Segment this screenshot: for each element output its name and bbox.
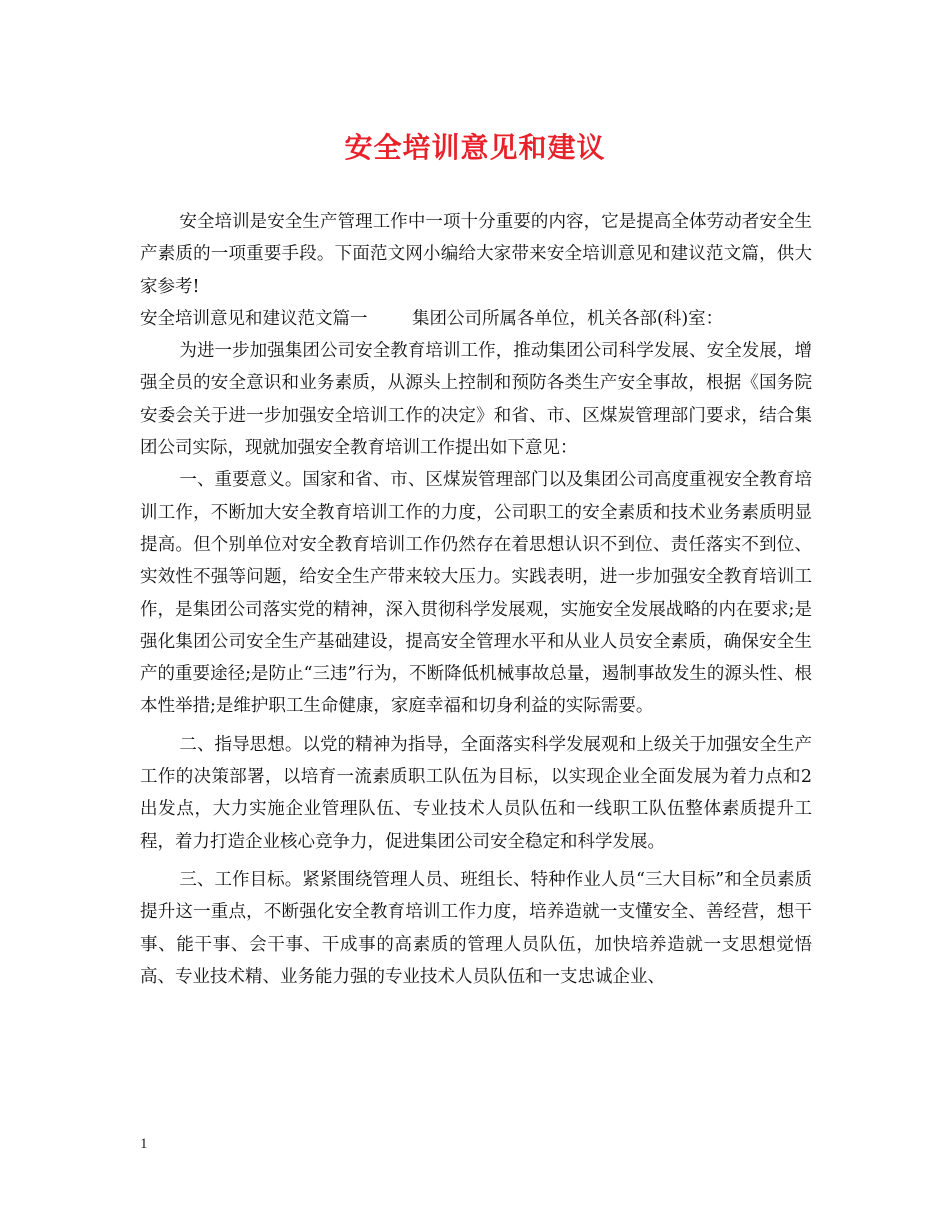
intro-paragraph: 安全培训是安全生产管理工作中一项十分重要的内容，它是提高全体劳动者安全生产素质的一项重要手段。下面范文网小编给大家带来安全培训意见和建议范文篇，供大家参考!: [140, 212, 812, 297]
document-title: 安全培训意见和建议: [344, 131, 606, 164]
paragraph-guiding-ideology: 二、指导思想。以党的精神为指导，全面落实科学发展观和上级关于加强安全生产工作的决策部署，以培育一流素质职工队伍为目标，以实现企业全面发展为着力点和2 出发点，大力实施企业管理队伍、专业技术人员队伍和一线职工队伍整体素质提升工程，着力打造企业核心竞争力，促进集团公司安全稳定和科学发展。: [140, 734, 812, 852]
section-heading-line: [140, 303, 812, 335]
document-body: [140, 206, 812, 993]
page-number: 1: [140, 1136, 148, 1152]
paragraph-work-goals: 三、工作目标。紧紧围绕管理人员、班组长、特种作业人员“三大目标”和全员素质提升这一重点，不断强化安全教育培训工作力度，培养造就一支懂安全、善经营，想干事、能干事、会干事、干成事的高素质的管理人员队伍，加快培养造就一支思想觉悟高、专业技术精、业务能力强的专业技术人员队伍和一支忠诚企业、: [140, 869, 812, 987]
paragraph-importance: 一、重要意义。国家和省、市、区煤炭管理部门以及集团公司高度重视安全教育培训工作，不断加大安全教育培训工作的力度，公司职工的安全素质和技术业务素质明显提高。但个别单位对安全教育培训工作仍然存在着思想认识不到位、责任落实不到位、实效性不强等问题，给安全生产带来较大压力。实践表明，进一步加强安全教育培训工作，是集团公司落实党的精神，深入贯彻科学发展观，实施安全发展战略的内在要求;是强化集团公司安全生产基础建设，提高安全管理水平和从业人员安全素质，确保安全生产的重要途径;是防止“三违”行为，不断降低机械事故总量，遏制事故发生的源头性、根本性举措;是维护职工生命健康，家庭幸福和切身利益的实际需要。: [140, 470, 812, 717]
addressee-line: 集团公司所属各单位，机关各部(科)室：: [412, 308, 724, 329]
section-heading: 安全培训意见和建议范文篇一: [140, 308, 368, 329]
paragraph-purpose: 为进一步加强集团公司安全教育培训工作，推动集团公司科学发展、安全发展，增强全员的安全意识和业务素质，从源头上控制和预防各类生产安全事故，根据《国务院安委会关于进一步加强安全培训工作的决定》和省、市、区煤炭管理部门要求，结合集团公司实际，现就加强安全教育培训工作提出如下意见：: [140, 341, 812, 459]
